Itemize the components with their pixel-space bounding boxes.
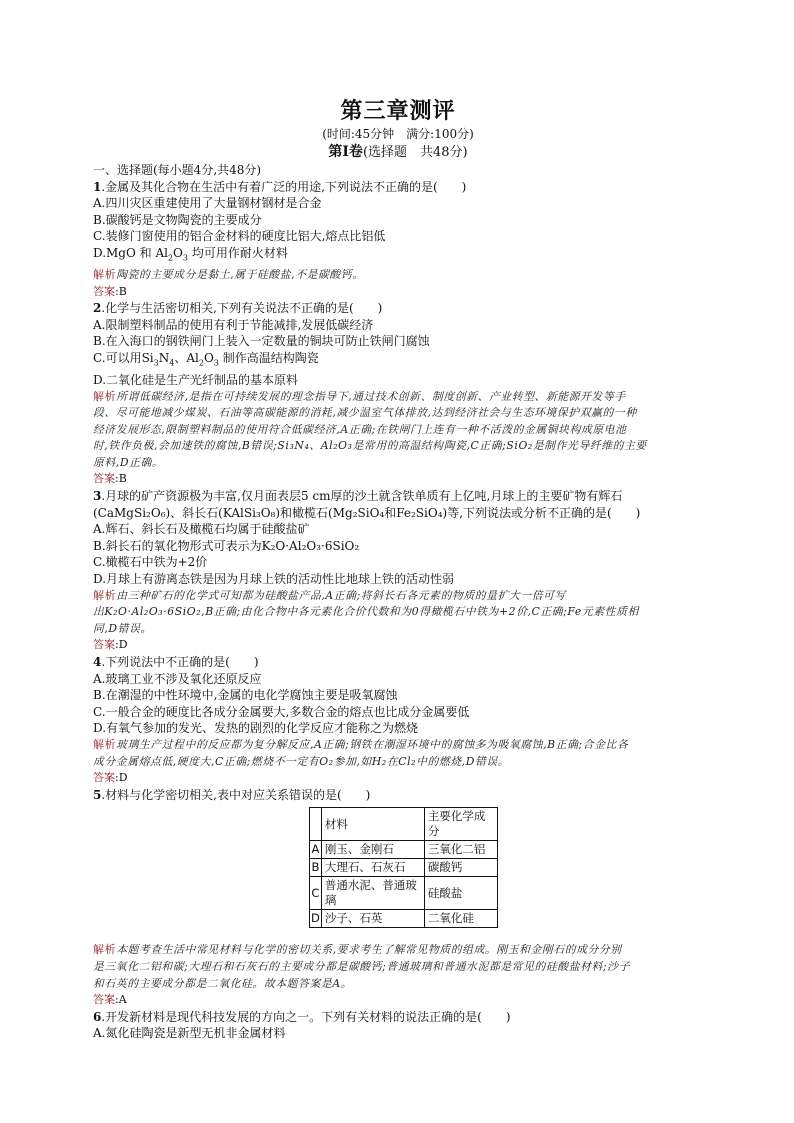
materials-table <box>309 807 498 928</box>
analysis: 解析本题考查生活中常见材料与化学的密切关系,要求考生了解常见物质的组成。刚玉和金刚石的成分分别 <box>93 943 622 957</box>
table-header-row <box>310 808 498 841</box>
analysis-line: 段、尽可能地减少煤炭、石油等高碳能源的消耗,减少温室气体排放,达到经济社会与生态环境保护双赢的一种 <box>93 406 637 420</box>
analysis-line: 是三氧化二铝和碳;大理石和石灰石的主要成分都是碳酸钙;普通玻璃和普通水泥都是常见的硅酸盐材料;沙子 <box>93 959 630 973</box>
question-number: 5 <box>93 787 102 802</box>
analysis: 解析所谓低碳经济,是指在可持续发展的理念指导下,通过技术创新、制度创新、产业转型、新能源开发等手 <box>93 389 626 403</box>
section-heading <box>93 143 703 162</box>
question-number: 1 <box>93 179 102 194</box>
table-row <box>310 859 498 877</box>
answer: 答案:D <box>93 638 128 652</box>
question-stem: .化学与生活密切相关,下列有关说法不正确的是( ) <box>101 301 383 316</box>
table-header-cell: 材料 <box>321 808 424 841</box>
answer-tag: 答案 <box>93 472 115 486</box>
table-cell: D <box>310 910 322 928</box>
answer-tag: 答案 <box>93 638 115 652</box>
analysis-line: 时,铁作负极,会加速铁的腐蚀,B错误;Si₃N₄、Al₂O₃是常用的高温结构陶瓷,C正确;SiO₂是制作光导纤维的主要 <box>93 439 647 453</box>
option-c: C.装修门窗使用的铝合金材料的硬度比铝大,熔点比铝低 <box>93 229 386 244</box>
option-a: A.玻璃工业不涉及氧化还原反应 <box>93 671 262 686</box>
option-b: B.碳酸钙是文物陶瓷的主要成分 <box>93 212 262 227</box>
table-cell: 普通水泥、普通玻璃 <box>321 877 424 910</box>
table-row <box>310 841 498 859</box>
analysis: 解析陶瓷的主要成分是黏土,属于硅酸盐,不是碳酸钙。 <box>93 267 364 281</box>
question-stem: .材料与化学密切相关,表中对应关系错误的是( ) <box>101 787 371 802</box>
answer: 答案:D <box>93 771 128 785</box>
analysis-tag: 解析 <box>93 267 117 281</box>
question-3 <box>93 488 703 654</box>
analysis-line: 同,D错误。 <box>93 621 152 635</box>
table-header-cell: 主要化学成分 <box>424 808 497 841</box>
answer-tag: 答案 <box>93 771 115 785</box>
question-number: 3 <box>93 489 102 504</box>
table-cell: A <box>310 841 322 859</box>
option-c: C.橄榄石中铁为+2价 <box>93 555 208 570</box>
question-stem: .金属及其化合物在生活中有着广泛的用途,下列说法不正确的是( ) <box>101 179 467 194</box>
question-stem: .开发新材料是现代科技发展的方向之一。下列有关材料的说法正确的是( ) <box>101 1009 511 1024</box>
analysis-line: 成分金属熔点低,硬度大,C正确;燃烧不一定有O₂参加,如H₂在Cl₂中的燃烧,D错误。 <box>93 754 510 768</box>
option-b: B.在入海口的钢铁闸门上装入一定数量的铜块可防止铁闸门腐蚀 <box>93 334 430 349</box>
question-2 <box>93 300 703 488</box>
analysis-line: 原料,D正确。 <box>93 455 164 469</box>
analysis-tag: 解析 <box>93 943 117 957</box>
analysis-line: 和石英的主要成分都是二氧化硅。故本题答案是A。 <box>93 976 353 990</box>
option-a: A.四川灾区重建使用了大量钢材钢材是合金 <box>93 196 322 211</box>
analysis-line: 经济发展形态,限制塑料制品的使用符合低碳经济,A正确;在铁闸门上连有一种不活泼的金属铜块构成原电池 <box>93 422 627 436</box>
document-page <box>93 96 703 1042</box>
option-c: C.一般合金的硬度比各成分金属要大,多数合金的熔点也比成分金属要低 <box>93 704 470 719</box>
answer: 答案:B <box>93 472 127 486</box>
part-heading: 一、选择题(每小题4分,共48分) <box>93 163 262 177</box>
table-cell: 硅酸盐 <box>424 877 497 910</box>
answer-tag: 答案 <box>93 284 115 298</box>
section-roman: 第Ⅰ卷 <box>328 144 363 160</box>
question-stem: .月球的矿产资源极为丰富,仅月面表层5 cm厚的沙土就含铁单质有上亿吨,月球上的主要矿物有辉石 <box>101 489 623 504</box>
table-cell: 沙子、石英 <box>321 910 424 928</box>
question-number: 6 <box>93 1009 102 1024</box>
page-title: 第三章测评 <box>340 98 456 124</box>
question-stem-line: (CaMgSi₂O₆)、斜长石(KAlSi₃O₈)和橄榄石(Mg₂SiO₄和Fe₂SiO₄)等,下列说法或分析不正确的是( ) <box>93 505 641 520</box>
analysis-tag: 解析 <box>93 588 117 602</box>
table-cell: 三氧化二铝 <box>424 841 497 859</box>
option-b: B.在潮湿的中性环境中,金属的电化学腐蚀主要是吸氧腐蚀 <box>93 688 398 703</box>
option-a: A.辉石、斜长石及橄榄石均属于硅酸盐矿 <box>93 522 310 537</box>
option-d: D.MgO 和 $Al_2O_3$ 均可用作耐火材料 <box>93 245 288 263</box>
table-cell: 二氧化硅 <box>424 910 497 928</box>
question-1 <box>93 179 703 301</box>
analysis-line: 出K₂O·Al₂O₃·6SiO₂,B正确;由化合物中各元素化合价代数和为0得橄榄石中铁为+2价,C正确;Fe元素性质相 <box>93 605 639 619</box>
option-d: D.月球上有游离态铁是因为月球上铁的活动性比地球上铁的活动性弱 <box>93 572 455 587</box>
analysis: 解析玻璃生产过程中的反应都为复分解反应,A正确;钢铁在潮湿环境中的腐蚀多为吸氧腐蚀,B正确;合金比各 <box>93 737 629 751</box>
question-6 <box>93 1009 703 1042</box>
section-note: (选择题 共48分) <box>362 145 468 160</box>
option-a: A.限制塑料制品的使用有利于节能减排,发展低碳经济 <box>93 317 374 332</box>
analysis-tag: 解析 <box>93 389 117 403</box>
analysis-tag: 解析 <box>93 737 117 751</box>
table-cell: 刚玉、金刚石 <box>321 841 424 859</box>
table-cell: 碳酸钙 <box>424 859 497 877</box>
question-5 <box>93 787 703 1009</box>
option-c: C.可以用$Si_3N_4$、$Al_2O_3$ 制作高温结构陶瓷 <box>93 350 319 368</box>
question-number: 2 <box>93 301 102 316</box>
answer: 答案:A <box>93 993 127 1007</box>
table-row <box>310 877 498 910</box>
option-d: D.二氧化硅是生产光纤制品的基本原料 <box>93 372 299 387</box>
option-d: D.有氧气参加的发光、发热的剧烈的化学反应才能称之为燃烧 <box>93 721 419 736</box>
table-cell: C <box>310 877 322 910</box>
question-number: 4 <box>93 655 102 669</box>
table-cell: B <box>310 859 322 877</box>
question-stem: .下列说法中不正确的是( ) <box>101 655 259 669</box>
table-cell <box>310 808 322 841</box>
answer: 答案:B <box>93 284 127 298</box>
answer-tag: 答案 <box>93 993 115 1007</box>
analysis: 解析由三种矿石的化学式可知都为硅酸盐产品,A正确;将斜长石各元素的物质的量扩大一倍可写 <box>93 588 566 602</box>
table-row <box>310 910 498 928</box>
option-a: A.氮化硅陶瓷是新型无机非金属材料 <box>93 1026 286 1041</box>
option-b: B.斜长石的氧化物形式可表示为K₂O·Al₂O₃·6SiO₂ <box>93 538 360 553</box>
question-4 <box>93 654 703 787</box>
exam-meta: (时间:45分钟 满分:100分) <box>322 127 474 141</box>
table-cell: 大理石、石灰石 <box>321 859 424 877</box>
